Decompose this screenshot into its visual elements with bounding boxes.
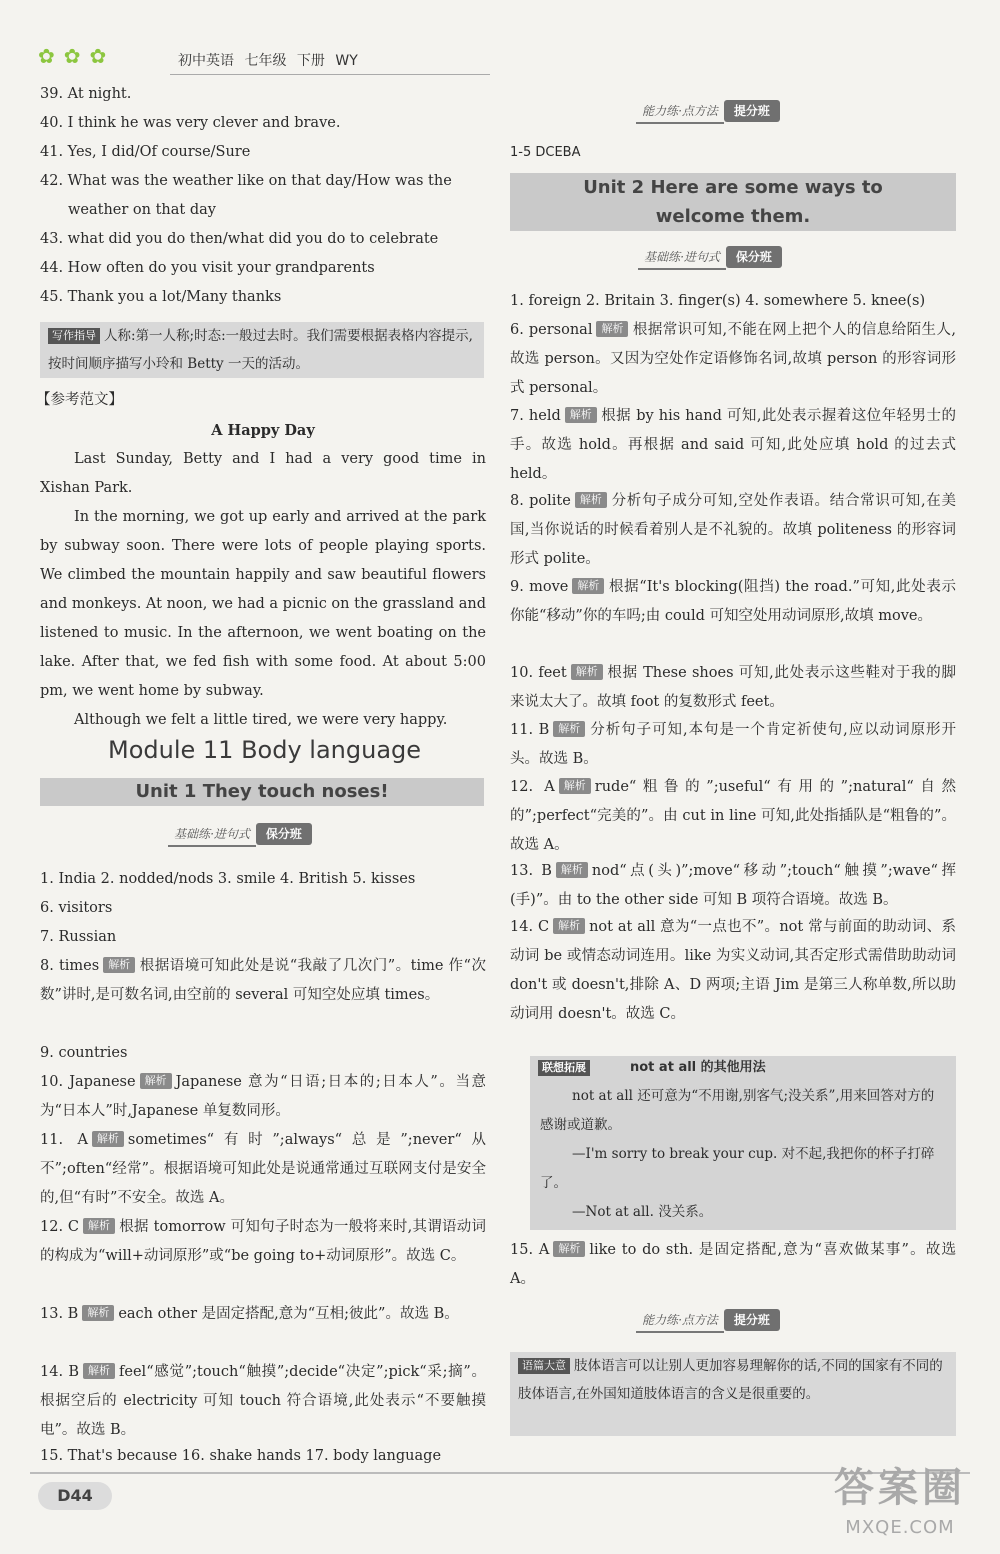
explanation-tag: 解析 xyxy=(556,862,588,878)
answer-line: 9. countries xyxy=(40,1045,128,1061)
badge-prefix: 能力练·点方法 xyxy=(636,100,724,124)
answer-line: 7. Russian xyxy=(40,929,117,945)
unit-title-line-1: Unit 2 Here are some ways to xyxy=(583,177,883,198)
explanation-text: 根据常识可知,不能在网上把个人的信息给陌生人,故选 person。又因为空处作定语修饰名词,故填 person 的形容词形式 personal。 xyxy=(510,322,957,396)
explanation-tag: 解析 xyxy=(83,1218,115,1234)
writing-tip-label: 写作指导 xyxy=(48,328,100,344)
badge-prefix: 基础练·进句式 xyxy=(638,246,726,270)
brand-logo: ✿ ✿ ✿ xyxy=(38,44,108,68)
section-badge xyxy=(638,246,782,268)
section-badge xyxy=(636,1309,780,1331)
explained-answer xyxy=(40,1358,486,1445)
answer-head: 14. C xyxy=(510,919,550,935)
explained-answer xyxy=(510,316,956,403)
explanation-tag: 解析 xyxy=(92,1131,124,1147)
explained-answer xyxy=(510,857,956,915)
answer-line: 39. At night. xyxy=(40,86,132,102)
section-badge xyxy=(168,823,312,845)
summary-box xyxy=(510,1352,956,1436)
answer-head: 12. C xyxy=(40,1219,80,1235)
answer-line: 41. Yes, I did/Of course/Sure xyxy=(40,144,251,160)
explained-answer xyxy=(40,1126,486,1213)
explained-answer xyxy=(510,773,956,860)
explanation-tag: 解析 xyxy=(571,664,603,680)
extension-text: not at all 还可意为“不用谢,别客气;没关系”,用来回答对方的感谢或道歉。 xyxy=(540,1088,935,1133)
unit-title-bar xyxy=(510,173,956,231)
header-divider xyxy=(170,74,490,75)
answer-line: 43. what did you do then/what did you do to celebrate xyxy=(40,231,439,247)
explanation-tag: 解析 xyxy=(140,1073,172,1089)
badge-prefix: 能力练·点方法 xyxy=(636,1309,724,1333)
badge-main: 保分班 xyxy=(726,246,782,268)
section-badge xyxy=(636,100,780,122)
answer-head: 8. polite xyxy=(510,493,571,509)
explanation-text: 根据 tomorrow 可知句子时态为一般将来时,其谓语动词的构成为“will+动词原形”或“be going to+动词原形”。故选 C。 xyxy=(40,1219,487,1264)
explained-answer xyxy=(510,913,956,1029)
explanation-tag: 解析 xyxy=(103,957,135,973)
answer-line: 6. visitors xyxy=(40,900,113,916)
essay-paragraph: In the morning, we got up early and arrived at the park by subway soon. There were lots of people playing sports. We climbed the mountain happily and saw beautiful flowers and monkeys. At noon, we had a picnic on the grassland and listened to music. In the afternoon, we went boating on the lake. After that, we fed fish with some food. At about 5:00 pm, we went home by subway. xyxy=(40,509,486,699)
explanation-text: Japanese 意为“日语;日本的;日本人”。当意为“日本人”时,Japanese 单复数同形。 xyxy=(40,1074,487,1119)
explanation-text: 分析句子成分可知,空处作表语。结合常识可知,在美国,当你说话的时候看着别人是不礼貌的。故填 politeness 的形容词形式 polite。 xyxy=(510,493,957,567)
writing-tip-text: 人称:第一人称;时态:一般过去时。我们需要根据表格内容提示,按时间顺序描写小玲和 Betty 一天的活动。 xyxy=(48,328,473,372)
essay-title: A Happy Day xyxy=(211,422,315,439)
extension-text: —Not at all. 没关系。 xyxy=(572,1204,713,1220)
answer-line: 1. India 2. nodded/nods 3. smile 4. British 5. kisses xyxy=(40,871,416,887)
unit-title-bar: Unit 1 They touch noses! xyxy=(40,778,484,806)
summary-label: 语篇大意 xyxy=(518,1358,570,1374)
explained-answer xyxy=(40,1068,486,1126)
answer-head: 13. B xyxy=(510,863,552,879)
badge-main: 保分班 xyxy=(256,823,312,845)
explained-answer xyxy=(510,659,956,717)
explanation-text: nod“点(头)”;move“移动”;touch“触摸”;wave“挥(手)”。由 to the other side 可知 B 项符合语境。故选 B。 xyxy=(510,863,956,908)
header-meta: 初中英语 七年级 下册 WY xyxy=(178,53,358,69)
answer-line: 40. I think he was very clever and brave. xyxy=(40,115,341,131)
answer-head: 7. held xyxy=(510,408,561,424)
explained-answer xyxy=(510,1236,956,1294)
unit-title-line-2: welcome them. xyxy=(655,206,811,227)
explained-answer xyxy=(510,573,956,631)
explanation-tag: 解析 xyxy=(553,918,585,934)
watermark-url: MXQE.COM xyxy=(845,1517,955,1538)
answer-head: 13. B xyxy=(40,1306,79,1322)
explanation-tag: 解析 xyxy=(572,578,604,594)
answer-head: 11. B xyxy=(510,722,550,738)
explained-answer xyxy=(40,1213,486,1271)
answer-line: 1. foreign 2. Britain 3. finger(s) 4. somewhere 5. knee(s) xyxy=(510,293,926,309)
answer-head: 6. personal xyxy=(510,322,593,338)
site-watermark xyxy=(800,1462,1000,1554)
explanation-tag: 解析 xyxy=(565,407,597,423)
answer-head: 9. move xyxy=(510,579,569,595)
explanation-text: 根据 These shoes 可知,此处表示这些鞋对于我的脚来说太大了。故填 foot 的复数形式 feet。 xyxy=(510,665,956,710)
extension-label: 联想拓展 xyxy=(538,1060,590,1076)
module-title: Module 11 Body language xyxy=(108,736,422,764)
explained-answer xyxy=(510,716,956,774)
explanation-text: 根据 by his hand 可知,此处表示握着这位年轻男士的手。故选 hold。再根据 and said 可知,此处应填 hold 的过去式 held。 xyxy=(510,408,956,482)
watermark-logo: 答案圈 xyxy=(834,1465,966,1511)
explained-answer xyxy=(510,402,956,489)
answer-line: 42. What was the weather like on that day/How was the xyxy=(40,173,452,189)
explanation-text: like to do sth. 是固定搭配,意为“喜欢做某事”。故选 A。 xyxy=(510,1242,957,1287)
answer-head: 14. B xyxy=(40,1364,80,1380)
answer-head: 15. A xyxy=(510,1242,550,1258)
answer-line: weather on that day xyxy=(68,202,216,218)
answer-head: 10. Japanese xyxy=(40,1074,136,1090)
essay-paragraph: Although we felt a little tired, we were very happy. xyxy=(74,712,448,728)
explanation-text: rude“粗鲁的”;useful“有用的”;natural“自然的”;perfect“完美的”。由 cut in line 可知,此处指插队是“粗鲁的”。故选 A。 xyxy=(510,779,956,853)
explanation-text: 根据“It's blocking(阻挡) the road.”可知,此处表示你能“移动”你的车吗;由 could 可知空处用动词原形,故填 move。 xyxy=(510,579,956,624)
explanation-tag: 解析 xyxy=(575,492,607,508)
answer-line: 45. Thank you a lot/Many thanks xyxy=(40,289,282,305)
writing-tip-box xyxy=(40,322,484,378)
explanation-text: 根据语境可知此处是说“我敲了几次门”。time 作“次数”讲时,是可数名词,由空前的 several 可知空处应填 times。 xyxy=(40,958,486,1003)
explained-answer xyxy=(40,952,486,1010)
explanation-tag: 解析 xyxy=(596,321,628,337)
explanation-text: not at all 意为“一点也不”。not 常与前面的助动词、系动词 be 或情态动词连用。like 为实义动词,其否定形式需借助助动词 don't 或 doesn't,排除 A、D 两项;主语 Jim 是第三人称单数,所以助动词用 doesn't。故选 C。 xyxy=(510,919,957,1022)
page-number: D44 xyxy=(38,1482,112,1510)
explanation-tag: 解析 xyxy=(553,1241,585,1257)
explanation-tag: 解析 xyxy=(82,1305,114,1321)
answer-head: 10. feet xyxy=(510,665,567,681)
extension-box xyxy=(530,1056,956,1230)
explained-answer xyxy=(510,487,956,574)
badge-prefix: 基础练·进句式 xyxy=(168,823,256,847)
sample-label: 【参考范文】 xyxy=(36,392,123,408)
explained-answer xyxy=(40,1300,486,1329)
extension-header xyxy=(530,1056,956,1080)
badge-main: 提分班 xyxy=(724,100,780,122)
explanation-text: feel“感觉”;touch“触摸”;decide“决定”;pick“采;摘”。根据空后的 electricity 可知 touch 符合语境,此处表示“不要触摸电”。故选 B。 xyxy=(40,1364,486,1438)
explanation-tag: 解析 xyxy=(83,1363,115,1379)
answer-head: 11. A xyxy=(40,1132,88,1148)
answer-line: 15. That's because 16. shake hands 17. body language xyxy=(40,1448,442,1464)
summary-text: 肢体语言可以让别人更加容易理解你的话,不同的国家有不同的肢体语言,在外国知道肢体语言的含义是很重要的。 xyxy=(518,1358,943,1402)
badge-main: 提分班 xyxy=(724,1309,780,1331)
answer-head: 12. A xyxy=(510,779,555,795)
page-header xyxy=(30,40,500,80)
essay-paragraph: Last Sunday, Betty and I had a very good time in Xishan Park. xyxy=(40,451,486,496)
answer-head: 8. times xyxy=(40,958,100,974)
explanation-tag: 解析 xyxy=(553,721,585,737)
extension-title: not at all 的其他用法 xyxy=(630,1060,766,1075)
explanation-text: sometimes“有时”;always“总是”;never“从不”;often“经常”。根据语境可知此处是说通常通过互联网支付是安全的,但“有时”不安全。故选 A。 xyxy=(40,1132,487,1206)
explanation-tag: 解析 xyxy=(559,778,591,794)
answer-line: 44. How often do you visit your grandparents xyxy=(40,260,375,276)
explanation-text: 分析句子可知,本句是一个肯定祈使句,应以动词原形开头。故选 B。 xyxy=(510,722,957,767)
explanation-text: each other 是固定搭配,意为“互相;彼此”。故选 B。 xyxy=(118,1306,459,1322)
answer-line: 1-5 DCEBA xyxy=(510,145,581,160)
extension-text: —I'm sorry to break your cup. 对不起,我把你的杯子打碎了。 xyxy=(540,1146,935,1191)
